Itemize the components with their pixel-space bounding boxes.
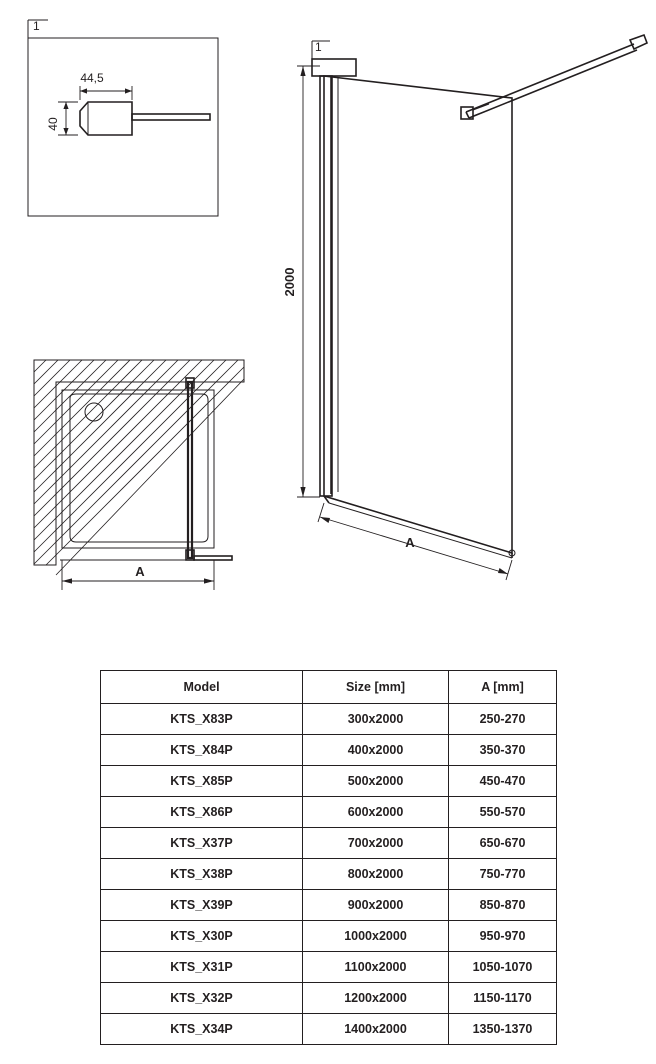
elevation-detail-callout: 1 bbox=[315, 40, 322, 54]
cell-size: 700x2000 bbox=[303, 828, 449, 859]
cell-a: 450-470 bbox=[449, 766, 557, 797]
table-row bbox=[101, 766, 557, 797]
model-spec-table-wrapper bbox=[100, 670, 556, 1045]
cell-model: KTS_X38P bbox=[101, 859, 303, 890]
cell-a: 1150-1170 bbox=[449, 983, 557, 1014]
cell-size: 400x2000 bbox=[303, 735, 449, 766]
cell-a: 1050-1070 bbox=[449, 952, 557, 983]
cell-a: 550-570 bbox=[449, 797, 557, 828]
cell-size: 600x2000 bbox=[303, 797, 449, 828]
dim-width-a-plan bbox=[62, 560, 214, 590]
cell-model: KTS_X84P bbox=[101, 735, 303, 766]
cell-a: 850-870 bbox=[449, 890, 557, 921]
dim-width-label: 44,5 bbox=[80, 71, 104, 85]
table-row bbox=[101, 704, 557, 735]
cell-size: 500x2000 bbox=[303, 766, 449, 797]
cell-size: 800x2000 bbox=[303, 859, 449, 890]
table-header-row bbox=[101, 671, 557, 704]
dim-width-44-5 bbox=[80, 71, 132, 100]
cell-size: 1100x2000 bbox=[303, 952, 449, 983]
th-a: A [mm] bbox=[449, 671, 557, 704]
cell-model: KTS_X30P bbox=[101, 921, 303, 952]
table-row bbox=[101, 1014, 557, 1045]
dim-height-label: 40 bbox=[46, 117, 60, 131]
dim-height-2000 bbox=[282, 66, 320, 497]
cell-model: KTS_X32P bbox=[101, 983, 303, 1014]
elevation-view bbox=[282, 35, 647, 580]
detail-view-1 bbox=[28, 19, 218, 216]
cell-model: KTS_X86P bbox=[101, 797, 303, 828]
dim-width-a-plan-label: A bbox=[135, 564, 145, 579]
detail-callout-label: 1 bbox=[33, 19, 40, 33]
table-row bbox=[101, 859, 557, 890]
profile-section bbox=[80, 102, 210, 135]
cell-model: KTS_X83P bbox=[101, 704, 303, 735]
wall-hatch bbox=[34, 360, 244, 575]
cell-a: 750-770 bbox=[449, 859, 557, 890]
th-model: Model bbox=[101, 671, 303, 704]
cell-model: KTS_X37P bbox=[101, 828, 303, 859]
cell-model: KTS_X31P bbox=[101, 952, 303, 983]
cell-a: 250-270 bbox=[449, 704, 557, 735]
cell-a: 650-670 bbox=[449, 828, 557, 859]
cell-a: 950-970 bbox=[449, 921, 557, 952]
cell-model: KTS_X34P bbox=[101, 1014, 303, 1045]
cell-model: KTS_X39P bbox=[101, 890, 303, 921]
cell-a: 350-370 bbox=[449, 735, 557, 766]
table-row bbox=[101, 797, 557, 828]
dim-height-2000-label: 2000 bbox=[282, 267, 297, 297]
table-row bbox=[101, 890, 557, 921]
table-row bbox=[101, 921, 557, 952]
table-row bbox=[101, 828, 557, 859]
plan-view bbox=[34, 360, 244, 590]
cell-size: 1400x2000 bbox=[303, 1014, 449, 1045]
plan-glass-panel bbox=[186, 378, 232, 560]
cell-a: 1350-1370 bbox=[449, 1014, 557, 1045]
cell-size: 900x2000 bbox=[303, 890, 449, 921]
support-bar bbox=[461, 35, 647, 119]
table-row bbox=[101, 952, 557, 983]
th-size: Size [mm] bbox=[303, 671, 449, 704]
dim-width-a-elevation bbox=[318, 503, 512, 580]
table-row bbox=[101, 735, 557, 766]
dim-height-40 bbox=[46, 102, 78, 135]
cell-size: 1000x2000 bbox=[303, 921, 449, 952]
dim-width-a-elevation-label: A bbox=[405, 535, 415, 550]
table-row bbox=[101, 983, 557, 1014]
model-spec-table bbox=[100, 670, 557, 1045]
cell-size: 1200x2000 bbox=[303, 983, 449, 1014]
table-body bbox=[101, 704, 557, 1045]
cell-size: 300x2000 bbox=[303, 704, 449, 735]
cell-model: KTS_X85P bbox=[101, 766, 303, 797]
